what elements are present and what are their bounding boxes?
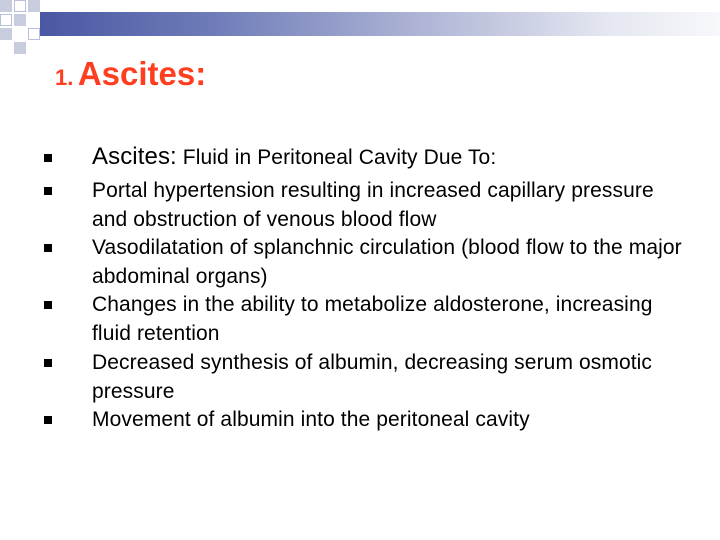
list-item — [92, 176, 692, 234]
item-text: Decreased synthesis of albumin, decreasing serum osmotic pressure — [92, 351, 653, 403]
square-bullet-icon — [44, 187, 52, 195]
list-item — [92, 405, 692, 434]
item-lead: Ascites: — [92, 143, 177, 170]
deco-square — [28, 0, 40, 12]
deco-square — [0, 28, 12, 40]
square-bullet-icon — [44, 154, 52, 162]
deco-square — [14, 0, 26, 12]
deco-square — [0, 0, 12, 12]
square-bullet-icon — [44, 359, 52, 367]
header-gradient-bar — [40, 12, 720, 36]
square-bullet-icon — [44, 301, 52, 309]
item-text: Fluid in Peritoneal Cavity Due To: — [182, 146, 497, 169]
square-bullet-icon — [44, 416, 52, 424]
item-text: Movement of albumin into the peritoneal cavity — [92, 408, 530, 431]
square-bullet-icon — [44, 244, 52, 252]
slide-title — [55, 55, 206, 93]
deco-square — [14, 42, 26, 54]
deco-square — [28, 28, 40, 40]
list-item — [92, 290, 692, 348]
title-text: Ascites: — [77, 55, 207, 92]
item-text: Portal hypertension resulting in increased capillary pressure and obstruction of venous blood flow — [92, 179, 654, 231]
list-item — [92, 142, 692, 172]
deco-square — [14, 14, 26, 26]
list-item — [92, 233, 692, 291]
item-text: Changes in the ability to metabolize aldosterone, increasing fluid retention — [92, 293, 653, 345]
title-number: 1. — [55, 65, 74, 90]
list-item — [92, 348, 692, 406]
item-text: Vasodilatation of splanchnic circulation (blood flow to the major abdominal organs) — [92, 236, 682, 288]
deco-square — [0, 14, 12, 26]
